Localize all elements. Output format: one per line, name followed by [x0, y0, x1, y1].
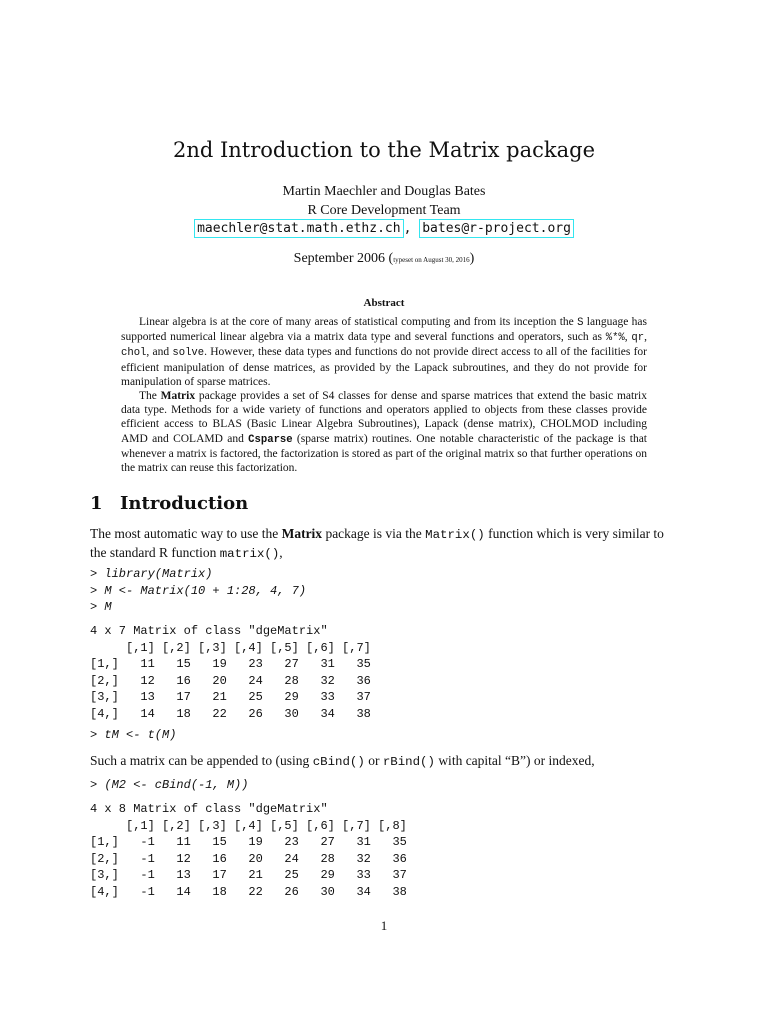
email-link-bates[interactable]: bates@r-project.org	[419, 219, 574, 238]
matrix-package-name: Matrix	[160, 390, 196, 403]
author-emails	[0, 219, 768, 238]
solve-function: solve	[172, 347, 205, 360]
paper-title: 2nd Introduction to the Matrix package	[172, 138, 596, 162]
email-link-maechler[interactable]: maechler@stat.math.ethz.ch	[194, 219, 404, 238]
cbind-fn: cBind()	[312, 755, 365, 769]
abstract-paragraph-1: Linear algebra is at the core of many areas of statistical computing and from its inception the S language has supported numerical linear algebra via a matrix data type and several functions and operators, such as %*%, qr, chol, and solve. However, these data types and functions do not provide direct access to all of the facilities for efficient manipulation of dense matrices, as provided by the Lapack subroutines, and they do not provide for manipulation of sparse matrices.	[121, 316, 648, 388]
abstract-paragraph-2: The Matrix package provides a set of S4 classes for dense and sparse matrices that extend the basic matrix data type. Methods for a wide variety of functions and operators applied to objects from these classes provide efficient access to BLAS (Basic Linear Algebra Subroutines), Lapack (dense matrix), CHOLMOD including AMD and COLAMD and Csparse (sparse matrix) routines. One notable characteristic of the package is that whenever a matrix is factored, the factorization is stored as part of the original matrix so that further operations on the matrix can reuse this factorization.	[121, 390, 647, 475]
code-input-block-2: > tM <- t(M)	[90, 728, 177, 742]
intro-paragraph-2: Such a matrix can be appended to (using cBind() or rBind() with capital “B”) or indexed,	[90, 753, 595, 769]
qr-function: qr	[631, 332, 645, 345]
chol-function: chol	[121, 347, 147, 360]
email-separator: ,	[403, 221, 412, 236]
code-output-block-1: 4 x 7 Matrix of class "dgeMatrix" [,1] [,2] [,3] [,4] [,5] [,6] [,7] [1,] 11 15 19 23 27 31 35 [2,] 12 16 20 24 28 32 36 [3,] 13 17 21 25 29 33 37 [4,] 14 18 22 26 30 34 38	[90, 624, 371, 721]
section-number: 1	[90, 493, 103, 514]
author-names: Martin Maechler and Douglas Bates	[282, 184, 486, 199]
author-affiliation: R Core Development Team	[307, 203, 461, 218]
code-output-block-2: 4 x 8 Matrix of class "dgeMatrix" [,1] [,2] [,3] [,4] [,5] [,6] [,7] [,8] [1,] -1 11 15 19 23 27 31 35 [2,] -1 12 16 20 24 28 32 36 [3,] -1 13 17 21 25 29 33 37 [4,] -1 14 18 22 26 30 34 38	[90, 802, 407, 899]
page-number: 1	[380, 918, 388, 933]
publication-date: September 2006 (typeset on August 30, 2016)	[293, 251, 475, 266]
code-input-block-3: > (M2 <- cBind(-1, M))	[90, 778, 249, 792]
date-text: September 2006	[293, 251, 386, 266]
abstract-body	[121, 315, 647, 475]
code-input-block-1: > library(Matrix) > M <- Matrix(10 + 1:28, 4, 7) > M	[90, 567, 307, 614]
s-language-name: S	[577, 317, 584, 329]
matmult-operator: %*%	[605, 332, 625, 345]
typeset-note: typeset on August 30, 2016	[393, 256, 470, 264]
base-matrix-fn: matrix()	[219, 547, 280, 561]
section-title: Introduction	[120, 493, 249, 514]
intro-paragraph-1: The most automatic way to use the Matrix package is via the Matrix() function which is very similar to the standard R function matrix(),	[90, 526, 664, 561]
section-heading-introduction	[90, 493, 248, 514]
csparse-name: Csparse	[248, 433, 293, 446]
abstract-heading: Abstract	[363, 297, 405, 309]
matrix-package-name: Matrix	[281, 526, 323, 541]
matrix-constructor-fn: Matrix()	[425, 528, 485, 542]
author-block	[0, 182, 768, 220]
rbind-fn: rBind()	[382, 755, 435, 769]
